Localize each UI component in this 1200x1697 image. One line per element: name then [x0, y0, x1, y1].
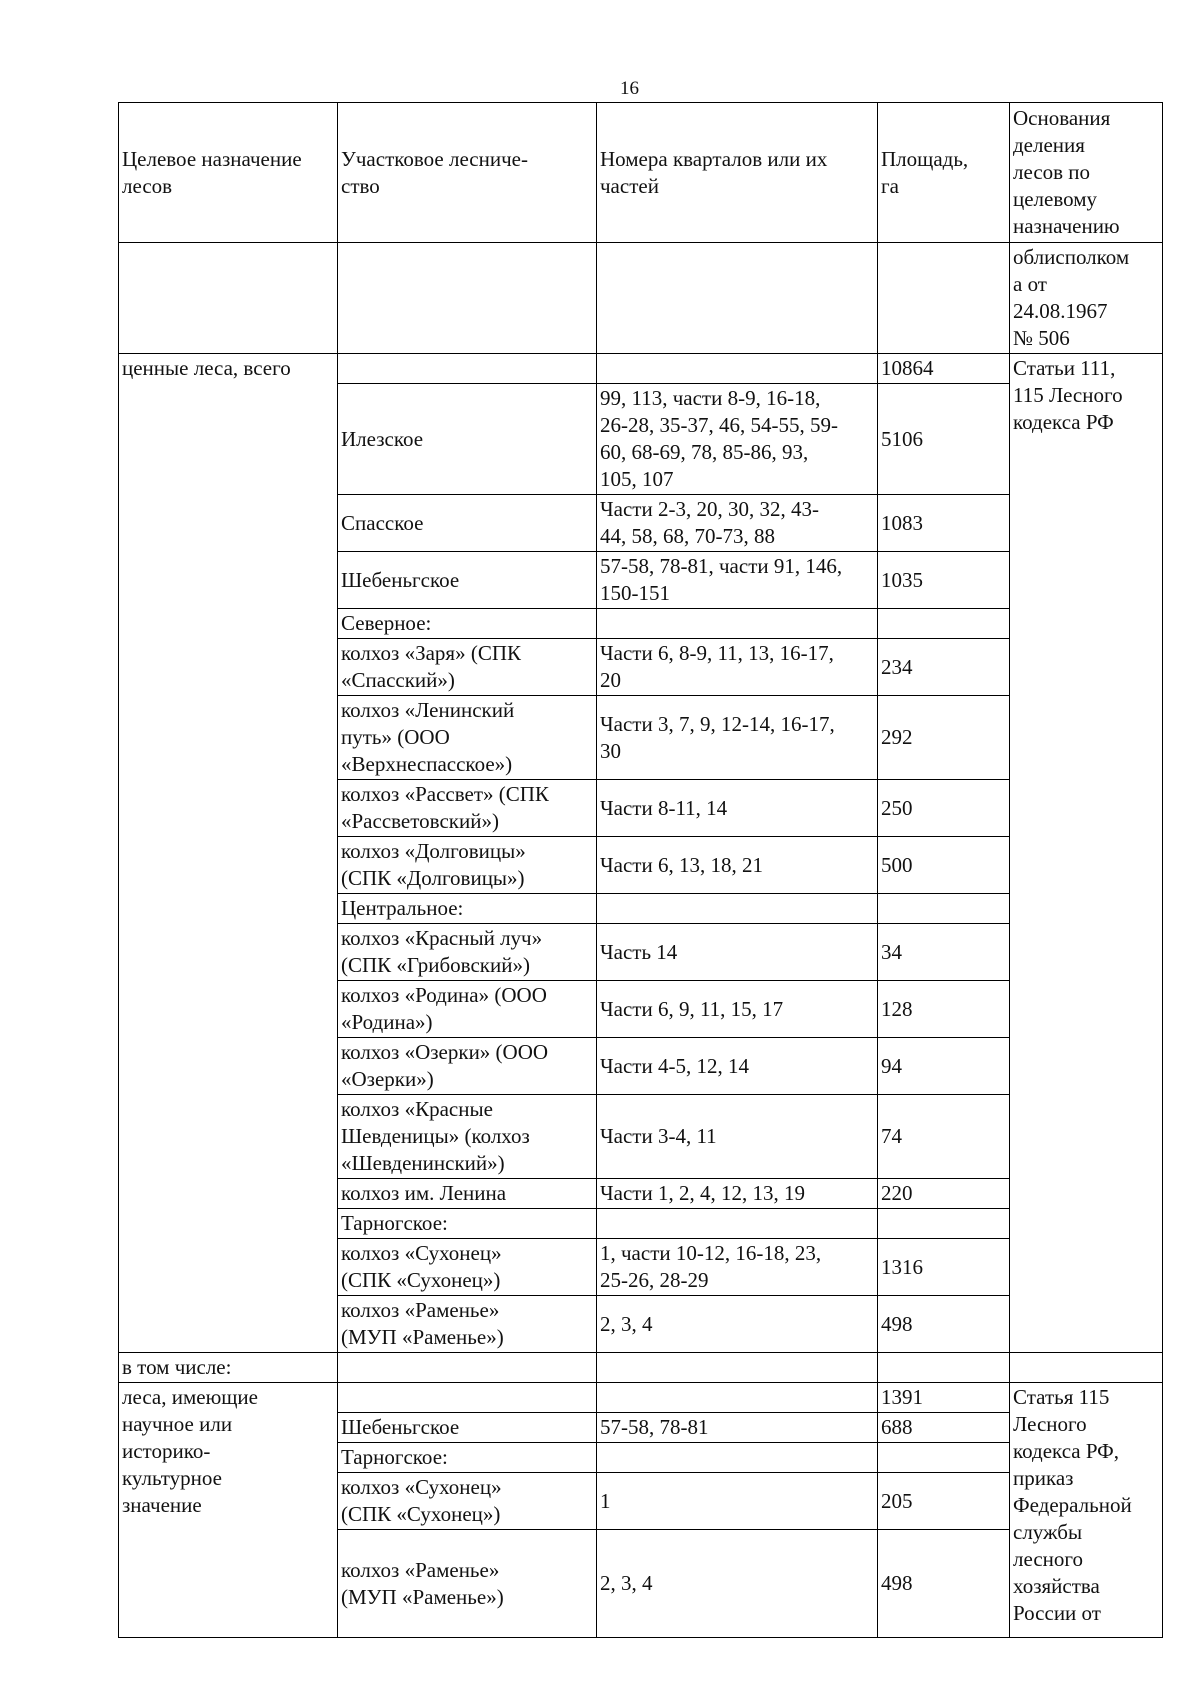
quarter-numbers: Части 6, 13, 18, 21	[597, 837, 878, 894]
forestry-name: колхоз «Раменье» (МУП «Раменье»)	[338, 1296, 597, 1353]
area-value: 94	[878, 1038, 1010, 1095]
forestry-name: колхоз «Сухонец» (СПК «Сухонец»)	[338, 1239, 597, 1296]
forestry-name: колхоз «Сухонец» (СПК «Сухонец»)	[338, 1473, 597, 1530]
empty-cell	[597, 354, 878, 384]
area-value	[878, 1443, 1010, 1473]
forestry-name: колхоз «Озерки» (ООО «Озерки»)	[338, 1038, 597, 1095]
quarter-numbers: 1	[597, 1473, 878, 1530]
area-value: 234	[878, 639, 1010, 696]
area-value: 250	[878, 780, 1010, 837]
forestry-name: Тарногское:	[338, 1209, 597, 1239]
forestry-name: Северное:	[338, 609, 597, 639]
forestry-name: колхоз им. Ленина	[338, 1179, 597, 1209]
quarter-numbers	[597, 609, 878, 639]
quarter-numbers: Части 6, 8-9, 11, 13, 16-17, 20	[597, 639, 878, 696]
forest-purpose-table	[118, 102, 1163, 1638]
empty-cell	[597, 243, 878, 354]
empty-cell	[878, 243, 1010, 354]
forestry-name: Тарногское:	[338, 1443, 597, 1473]
empty-cell	[119, 243, 338, 354]
quarter-numbers: Части 3, 7, 9, 12-14, 16-17, 30	[597, 696, 878, 780]
area-value: 498	[878, 1296, 1010, 1353]
category-total-row	[119, 1383, 1163, 1413]
quarter-numbers: Части 8-11, 14	[597, 780, 878, 837]
quarter-numbers: 57-58, 78-81, части 91, 146, 150-151	[597, 552, 878, 609]
forestry-name: колхоз «Раменье» (МУП «Раменье»)	[338, 1530, 597, 1638]
continuation-basis: облисполком а от 24.08.1967 № 506	[1010, 243, 1163, 354]
quarter-numbers: Часть 14	[597, 924, 878, 981]
forestry-name: колхоз «Красный луч» (СПК «Грибовский»)	[338, 924, 597, 981]
category-name: ценные леса, всего	[119, 354, 338, 1353]
area-value: 500	[878, 837, 1010, 894]
header-basis: Основания деления лесов по целевому назначению	[1010, 103, 1163, 243]
forestry-name: колхоз «Красные Шевденицы» (колхоз «Шевденинский»)	[338, 1095, 597, 1179]
forestry-name: Илезское	[338, 384, 597, 495]
quarter-numbers: Части 1, 2, 4, 12, 13, 19	[597, 1179, 878, 1209]
header-area: Площадь, га	[878, 103, 1010, 243]
empty-cell	[878, 1353, 1010, 1383]
empty-cell	[1010, 1353, 1163, 1383]
forestry-name: колхоз «Родина» (ООО «Родина»)	[338, 981, 597, 1038]
quarter-numbers: 2, 3, 4	[597, 1296, 878, 1353]
area-value: 220	[878, 1179, 1010, 1209]
empty-cell	[597, 1353, 878, 1383]
empty-cell	[338, 354, 597, 384]
table-header-row	[119, 103, 1163, 243]
category-total-area: 1391	[878, 1383, 1010, 1413]
quarter-numbers: 2, 3, 4	[597, 1530, 878, 1638]
area-value: 1316	[878, 1239, 1010, 1296]
area-value: 1035	[878, 552, 1010, 609]
forestry-name: Шебеньгское	[338, 1413, 597, 1443]
area-value: 688	[878, 1413, 1010, 1443]
area-value	[878, 894, 1010, 924]
area-value: 34	[878, 924, 1010, 981]
quarter-numbers	[597, 1209, 878, 1239]
empty-cell	[338, 243, 597, 354]
category-basis: Статья 115 Лесного кодекса РФ, приказ Федеральной службы лесного хозяйства России от	[1010, 1383, 1163, 1638]
category-total-area: 10864	[878, 354, 1010, 384]
area-value: 498	[878, 1530, 1010, 1638]
empty-cell	[338, 1383, 597, 1413]
quarter-numbers: 57-58, 78-81	[597, 1413, 878, 1443]
category-total-row	[119, 354, 1163, 384]
quarter-numbers: Части 6, 9, 11, 15, 17	[597, 981, 878, 1038]
area-value: 1083	[878, 495, 1010, 552]
including-label: в том числе:	[119, 1353, 338, 1383]
area-value	[878, 1209, 1010, 1239]
forestry-name: колхоз «Ленинский путь» (ООО «Верхнеспасское»)	[338, 696, 597, 780]
continuation-row	[119, 243, 1163, 354]
empty-cell	[597, 1383, 878, 1413]
header-quarters: Номера кварталов или их частей	[597, 103, 878, 243]
area-value: 128	[878, 981, 1010, 1038]
quarter-numbers: 99, 113, части 8-9, 16-18, 26-28, 35-37, 46, 54-55, 59- 60, 68-69, 78, 85-86, 93, 105, 107	[597, 384, 878, 495]
forestry-name: Центральное:	[338, 894, 597, 924]
category-name: леса, имеющие научное или историко- культурное значение	[119, 1383, 338, 1638]
including-row	[119, 1353, 1163, 1383]
quarter-numbers: Части 2-3, 20, 30, 32, 43- 44, 58, 68, 70-73, 88	[597, 495, 878, 552]
header-forestry: Участковое лесниче- ство	[338, 103, 597, 243]
forestry-name: Шебеньгское	[338, 552, 597, 609]
quarter-numbers	[597, 1443, 878, 1473]
forestry-name: колхоз «Рассвет» (СПК «Рассветовский»)	[338, 780, 597, 837]
category-basis: Статьи 111, 115 Лесного кодекса РФ	[1010, 354, 1163, 1353]
area-value: 74	[878, 1095, 1010, 1179]
area-value	[878, 609, 1010, 639]
header-purpose: Целевое назначение лесов	[119, 103, 338, 243]
quarter-numbers: Части 3-4, 11	[597, 1095, 878, 1179]
table-body	[119, 103, 1163, 1638]
area-value: 5106	[878, 384, 1010, 495]
empty-cell	[338, 1353, 597, 1383]
forestry-name: колхоз «Долговицы» (СПК «Долговицы»)	[338, 837, 597, 894]
forestry-name: колхоз «Заря» (СПК «Спасский»)	[338, 639, 597, 696]
area-value: 292	[878, 696, 1010, 780]
quarter-numbers	[597, 894, 878, 924]
area-value: 205	[878, 1473, 1010, 1530]
page-number: 16	[620, 78, 639, 99]
forestry-name: Спасское	[338, 495, 597, 552]
quarter-numbers: Части 4-5, 12, 14	[597, 1038, 878, 1095]
quarter-numbers: 1, части 10-12, 16-18, 23, 25-26, 28-29	[597, 1239, 878, 1296]
